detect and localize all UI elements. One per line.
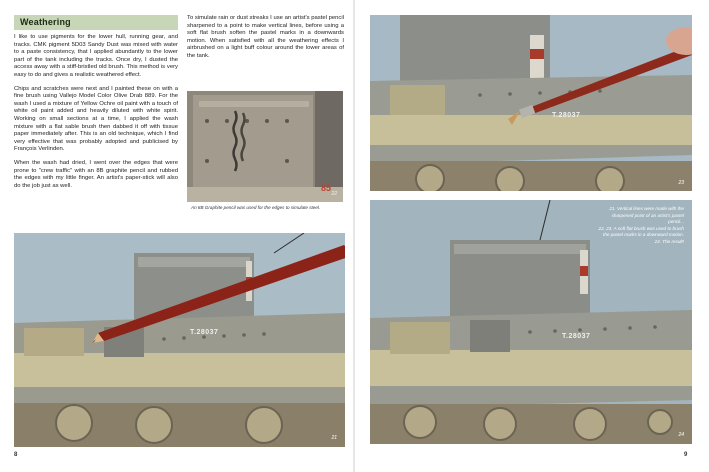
photo-graphite-detail: [187, 91, 343, 202]
registration-number: T.28037: [190, 329, 219, 336]
photo-brush-streaks: [370, 15, 692, 191]
figure-number: 23: [678, 180, 684, 186]
figure-captions: [598, 206, 684, 245]
caption-line: 24. The result!: [654, 238, 684, 244]
caption-line: 21. Vertical lines were made with the sharpened point of an artist's pastel pencil...: [609, 206, 684, 224]
paragraph: Chips and scratches were next and I painted these on with a fine brush using Vallejo Model Color Olive Drab 889. For the wash I used a mixture of Yellow Ochre oil paint with a touch of white oil paint added and heavily diluted with white spirit. Working on small sections at a time, I applied the wash mixture with a flat sable brush then dabbed it off with tissue paper immediately after. This is an old technique, which I find very effective that was probably adopted and publicised by François Verlinden.: [14, 85, 178, 153]
registration-number: T.28037: [562, 333, 591, 340]
page-gutter: [353, 0, 355, 472]
text-column-1: [14, 34, 178, 196]
text-column-2: [187, 15, 344, 67]
figure-number: 21: [331, 435, 337, 441]
photo-pencil-weathering: [14, 233, 345, 447]
section-heading: [14, 15, 178, 30]
tank-brush-illustration: [370, 15, 692, 191]
registration-number: T.28037: [552, 112, 581, 119]
caption-line: 22, 23. A soft flat brush was used to brush the pastel marks in a downward motion.: [598, 225, 684, 237]
page-number-right: 9: [684, 452, 688, 458]
paragraph: I like to use pigments for the lower hull, running gear, and tracks. CMK pigment 5D03 Sandy Dust was mixed with water to a paste consistency, that I applied abundantly to the lower part of the tank including the tracks. Once dry, I dusted the access away with a stiff-bristled old brush. This method is very easy to do and gives a realistic weathered effect.: [14, 34, 178, 78]
svg-text:85: 85: [321, 183, 332, 193]
section-title: Weathering: [20, 17, 71, 27]
paragraph: When the wash had dried, I went over the edges that were prone to "crew traffic" with an 8B graphite pencil and rubbed the edges with my little finger. An artist's paper-stick will also do the job just as well.: [14, 159, 178, 189]
tank-pencil-illustration: [14, 233, 345, 447]
photo-caption: An 8B Graphite pencil was used for the edges to simulate steel.: [191, 205, 321, 210]
figure-number: 24: [678, 432, 684, 438]
figure-number: 22: [331, 191, 337, 197]
photo-graphite-illustration: [187, 91, 343, 202]
page-number-left: 8: [14, 452, 18, 458]
paragraph: To simulate rain or dust streaks I use an artist's pastel pencil sharpened to a point to make vertical lines, before using a soft flat brush soften the pastel marks in a downwards motion. When satisfied with all the weathering effects I airbrushed on a light buff colour around the lower areas of the tank.: [187, 15, 344, 59]
